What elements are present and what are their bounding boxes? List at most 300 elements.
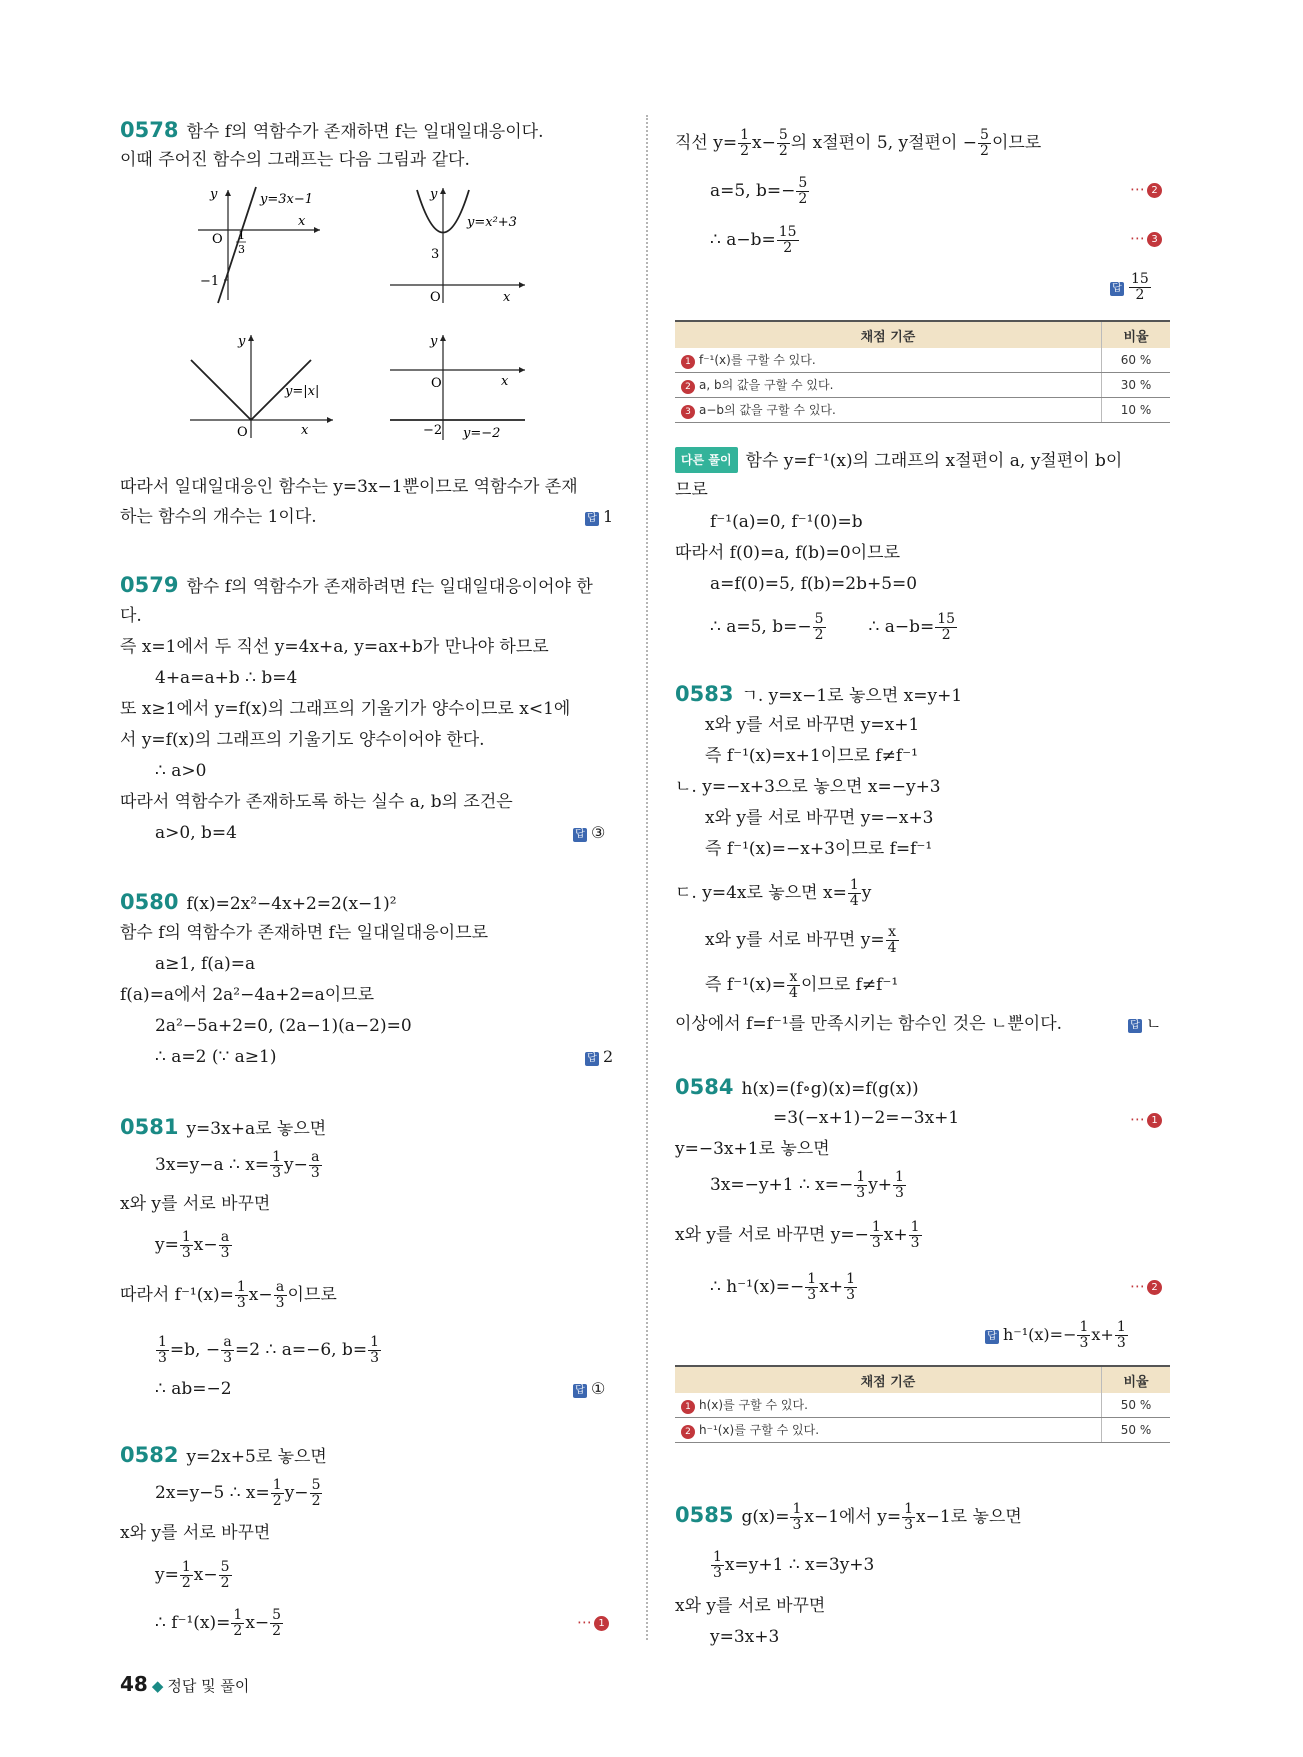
denominator: 2 [778,143,788,159]
problem-0581-line6 [155,1335,382,1366]
problem-0582-line2 [155,1478,323,1509]
numerator: 1 [856,1169,866,1185]
step-number: 3 [681,405,695,419]
step-number: 2 [681,380,695,394]
problem-0580-line1 [120,890,397,916]
problem-0581-line2 [155,1150,323,1181]
numerator: 1 [181,1229,191,1245]
text: 즉 f⁻¹(x)= [705,975,787,995]
answer-icon: 답 [585,1052,599,1066]
problem-0583-line6: 즉 f⁻¹(x)=−x+3이므로 f=f⁻¹ [705,839,933,859]
problem-0583-line5: x와 y를 서로 바꾸면 y=−x+3 [705,808,934,828]
problem-0583-line1 [675,682,962,708]
graph-absolute [185,330,340,445]
fraction [235,1280,248,1311]
numerator: a [219,1230,232,1246]
problem-0578-line3: 따라서 일대일대응인 함수는 y=3x−1뿐이므로 역함수가 존재 [120,477,578,497]
fraction [1115,1320,1128,1351]
text: 함수 f의 역함수가 존재하려면 f는 일대일대응이어야 한 [186,577,593,597]
fraction [270,1150,283,1181]
problem-number: 0583 [675,682,734,706]
problem-0580-line4: f(a)=a에서 2a²−4a+2=a이므로 [120,985,374,1005]
step-marker-1 [577,1613,609,1631]
denominator: 2 [740,143,750,159]
text: y= [155,1235,179,1255]
x-axis-label: x [503,290,511,305]
denominator: 2 [798,191,808,207]
numerator: 1 [904,1501,914,1517]
text: ∴ h⁻¹(x)=− [710,1277,805,1297]
problem-0579-line2: 다. [120,606,142,626]
numerator: 5 [798,175,808,191]
header-ratio: 비율 [1102,1366,1171,1393]
criteria-text: a, b의 값을 구할 수 있다. [699,378,834,392]
y-axis-label: y [238,334,246,349]
table-row [675,1418,1170,1443]
text: 이므로 [991,133,1042,153]
problem-0578-line2: 이때 주어진 함수의 그래프는 다음 그림과 같다. [120,150,470,170]
numerator: 1 [895,1169,904,1185]
header-criteria: 채점 기준 [675,1366,1102,1393]
numerator: 1 [846,1271,855,1287]
equation-label: y=3x−1 [260,192,314,207]
fraction [886,925,899,956]
denominator: 3 [846,1287,855,1303]
dots: ⋯ [1130,180,1144,198]
alt-solution-line4: 따라서 f(0)=a, f(b)=0이므로 [675,543,900,563]
denominator: 4 [789,985,798,1001]
fraction [909,1220,922,1251]
text: x−1로 놓으면 [916,1507,1022,1527]
problem-0579-line3: 즉 x=1에서 두 직선 y=4x+a, y=ax+b가 만나야 하므로 [120,637,549,657]
step-number: 1 [681,355,695,369]
numerator: 1 [807,1271,817,1287]
numerator: 5 [778,127,788,143]
text: y− [284,1483,309,1503]
equation-label: y=|x| [285,384,320,399]
numerator: a [274,1280,287,1296]
problem-0584-line5 [675,1220,923,1251]
text: 따라서 f⁻¹(x)= [120,1285,234,1305]
fraction [219,1230,232,1261]
numerator: 15 [778,224,797,240]
fraction [777,225,799,256]
text: 이므로 [287,1285,337,1305]
x-axis-label: x [298,214,306,229]
problem-0579-line4: 4+a=a+b ∴ b=4 [155,668,298,688]
answer-0581 [573,1378,605,1400]
numerator: 1 [370,1334,380,1350]
step-marker-2 [1130,180,1162,198]
denominator: 3 [236,1295,246,1311]
dots: ⋯ [1130,229,1144,247]
text: g(x)= [741,1507,790,1527]
answer-value: ① [591,1379,606,1398]
footer-label: 정답 및 풀이 [167,1677,250,1695]
answer-0580 [585,1046,613,1068]
text: 2x=y−5 ∴ x= [155,1483,270,1503]
problem-0582-line5 [155,1608,284,1639]
answer-value: 1 [603,507,614,526]
answer-value: ③ [591,823,606,842]
answer-0584 [985,1320,1129,1351]
problem-0585-line1 [675,1502,1022,1533]
text: x와 y를 서로 바꾸면 y=− [675,1225,869,1245]
dots: ⋯ [577,1613,591,1631]
scoring-table-2 [675,1365,1170,1443]
fraction [180,1560,193,1591]
y-axis-label: y [430,334,438,349]
numerator: 1 [272,1477,282,1493]
fraction [935,612,957,643]
graph-constant [385,330,535,445]
fraction [805,1272,818,1303]
problem-0583-line7 [675,878,871,909]
denominator: 2 [233,1623,243,1639]
fraction [270,1608,283,1639]
numerator: 15 [1131,271,1149,287]
fraction [870,1220,883,1251]
column-divider [646,115,648,1640]
fraction [893,1170,906,1201]
numerator: 1 [158,1334,167,1350]
denominator: 3 [871,1235,881,1251]
answer-0578 [585,506,613,528]
answer-0582 [1110,272,1152,303]
problem-0583-line8 [705,925,900,956]
diamond-icon: ◆ [151,1677,164,1695]
step-number: 2 [1147,183,1162,198]
denominator: 2 [783,240,793,256]
denominator: 4 [887,940,897,956]
numerator: 1 [1079,1319,1089,1335]
denominator: 3 [895,1185,904,1201]
numerator: 1 [1116,1319,1126,1335]
denominator: 2 [1135,287,1145,303]
scoring-table-1 [675,320,1170,423]
table-row [675,373,1170,398]
denominator: 3 [1116,1335,1126,1351]
problem-0583-line10: 이상에서 f=f⁻¹를 만족시키는 함수인 것은 ㄴ뿐이다. [675,1014,1063,1034]
numerator: a [221,1335,234,1351]
page-footer [120,1672,249,1696]
fraction [978,128,991,159]
answer-0579 [573,822,605,844]
frac-den: 3 [238,243,245,256]
fraction [310,1478,323,1509]
numerator: 5 [311,1477,321,1493]
numerator: x [787,970,800,986]
denominator: 4 [849,893,859,909]
text: x+ [883,1225,908,1245]
criteria-text: h(x)를 구할 수 있다. [699,1398,808,1412]
answer-0583 [1128,1013,1161,1035]
denominator: 3 [856,1185,866,1201]
problem-0581-line1 [120,1115,326,1141]
problem-0581-line5 [120,1280,337,1311]
fraction [274,1280,287,1311]
numerator: 15 [937,611,956,627]
denominator: 3 [904,1517,914,1533]
alt-solution-line6 [710,612,958,643]
text: x− [193,1235,218,1255]
problem-0585-line4: y=3x+3 [710,1627,780,1647]
problem-0579-line6: 서 y=f(x)의 그래프의 기울기도 양수이어야 한다. [120,730,485,750]
text: y+ [868,1175,893,1195]
y-axis-label: y [210,187,218,202]
text: x=y+1 ∴ x=3y+3 [724,1555,875,1575]
text: x− [248,1285,273,1305]
y-axis-label: y [430,187,438,202]
numerator: 1 [272,1149,282,1165]
origin-label: O [237,425,248,440]
denominator: 2 [272,1493,282,1509]
problem-number: 0579 [120,573,179,597]
fraction [902,1502,915,1533]
denominator: 3 [223,1350,233,1366]
numerator: 1 [233,1607,243,1623]
text: y [861,883,872,903]
answer-icon: 답 [985,1330,999,1344]
fraction [368,1335,381,1366]
problem-0584-line2: =3(−x+1)−2=−3x+1 [773,1108,960,1128]
fraction [777,128,790,159]
text: 함수 y=f⁻¹(x)의 그래프의 x절편이 a, y절편이 b이 [745,451,1123,471]
problem-number: 0585 [675,1503,734,1527]
alt-solution-line5: a=f(0)=5, f(b)=2b+5=0 [710,574,918,594]
answer-icon: 답 [1110,282,1124,296]
problem-0582-cont-line2 [710,176,810,207]
alt-solution-line3: f⁻¹(a)=0, f⁻¹(0)=b [710,512,863,532]
fraction [1077,1320,1090,1351]
ratio-value: 60 % [1102,348,1171,373]
denominator: 3 [220,1245,230,1261]
intercept-label: 3 [431,247,440,262]
alt-solution-badge: 다른 풀이 [675,447,738,473]
text: h⁻¹(x)=− [1003,1325,1077,1344]
problem-0582-cont-line3 [710,225,800,256]
problem-0579-line9: a>0, b=4 [155,823,237,843]
text: x와 y를 서로 바꾸면 y= [705,930,885,950]
ratio-value: 30 % [1102,373,1171,398]
text: ㄷ. y=4x로 놓으면 x= [675,883,847,903]
denominator: 2 [181,1575,191,1591]
text: x− [245,1613,270,1633]
fraction [796,176,809,207]
denominator: 2 [220,1575,230,1591]
text: 직선 y= [675,133,738,153]
text: y− [284,1155,308,1175]
denominator: 3 [910,1235,920,1251]
answer-icon: 답 [573,828,587,842]
denominator: 2 [311,1493,321,1509]
numerator: 5 [220,1559,230,1575]
fraction [156,1335,169,1366]
fraction [271,1478,284,1509]
text: y= [155,1565,179,1585]
table-row [675,1393,1170,1418]
fraction [790,1502,803,1533]
problem-0579-line5: 또 x≥1에서 y=f(x)의 그래프의 기울기가 양수이므로 x<1에 [120,699,571,719]
numerator: 1 [740,127,750,143]
denominator: 2 [941,627,951,643]
text: x− [193,1565,218,1585]
text: x− [752,133,776,153]
step-number: 2 [1147,1280,1162,1295]
ratio-value: 10 % [1102,398,1171,423]
text: x−1에서 y= [804,1507,902,1527]
page-number: 48 [120,1672,148,1696]
text: ∴ a−b= [710,230,776,250]
problem-0584-line3: y=−3x+1로 놓으면 [675,1139,830,1159]
text: y=3x+a로 놓으면 [186,1119,327,1139]
denominator: 2 [272,1623,282,1639]
problem-0580-line3: a≥1, f(a)=a [155,954,256,974]
problem-0582-cont-line1 [675,128,1041,159]
step-number: 3 [1147,232,1162,247]
step-number: 1 [594,1616,609,1631]
answer-value: ㄴ [1146,1014,1162,1033]
problem-0584-line1 [675,1075,919,1101]
text: ㄱ. y=x−1로 놓으면 x=y+1 [741,686,963,706]
problem-0580-line2: 함수 f의 역함수가 존재하면 f는 일대일대응이므로 [120,923,489,943]
numerator: x [886,925,899,941]
numerator: a [309,1150,322,1166]
text: 함수 f의 역함수가 존재하면 f는 일대일대응이다. [186,122,544,142]
table-row [675,398,1170,423]
fraction [711,1550,724,1581]
problem-0581-line4 [155,1230,233,1261]
equation-label: y=−2 [463,426,501,441]
numerator: 5 [272,1607,282,1623]
problem-0578-line4: 하는 함수의 개수는 1이다. [120,507,317,527]
problem-0583-line2: x와 y를 서로 바꾸면 y=x+1 [705,715,920,735]
problem-0580-line6: ∴ a=2 (∵ a≥1) [155,1047,277,1067]
denominator: 3 [807,1287,817,1303]
fraction [219,1560,232,1591]
problem-0583-line3: 즉 f⁻¹(x)=x+1이므로 f≠f⁻¹ [705,746,918,766]
numerator: 1 [792,1501,802,1517]
problem-0582-line4 [155,1560,233,1591]
table-row [675,348,1170,373]
dots: ⋯ [1130,1110,1144,1128]
problem-0579-line7: ∴ a>0 [155,761,207,781]
problem-number: 0580 [120,890,179,914]
denominator: 2 [980,143,989,159]
criteria-text: a−b의 값을 구할 수 있다. [699,403,836,417]
criteria-text: f⁻¹(x)를 구할 수 있다. [699,353,816,367]
criteria-text: h⁻¹(x)를 구할 수 있다. [699,1423,820,1437]
step-marker-1 [1130,1110,1162,1128]
problem-0583-line4: ㄴ. y=−x+3으로 놓으면 x=−y+3 [675,777,941,797]
text: =b, − [169,1340,221,1360]
frac-num: 1 [238,229,245,242]
problem-number: 0581 [120,1115,179,1139]
origin-label: O [430,290,441,305]
equation-label: y=x²+3 [467,215,517,230]
alt-solution-line1 [675,447,1122,473]
problem-0583-line9 [705,970,898,1001]
denominator: 3 [272,1165,282,1181]
problem-0584-line4 [710,1170,907,1201]
text: x+ [819,1277,844,1297]
dots: ⋯ [1130,1277,1144,1295]
numerator: 1 [236,1279,246,1295]
problem-0582-line3: x와 y를 서로 바꾸면 [120,1523,271,1543]
text: x+ [1091,1325,1114,1344]
text: f(x)=2x²−4x+2=2(x−1)² [186,894,397,914]
intercept-label: −2 [423,423,443,438]
denominator: 3 [158,1350,167,1366]
numerator: 5 [814,611,824,627]
fraction [1129,272,1151,303]
problem-number: 0578 [120,118,179,142]
text: y=2x+5로 놓으면 [186,1447,327,1467]
problem-0584-line6 [710,1272,858,1303]
problem-0582-line1 [120,1443,327,1469]
problem-0581-line7: ∴ ab=−2 [155,1379,232,1399]
text: h(x)=(f∘g)(x)=f(g(x)) [741,1079,919,1099]
fraction [221,1335,234,1366]
fraction [787,970,800,1001]
step-marker-3 [1130,229,1162,247]
text: 3x=−y+1 ∴ x=− [710,1175,854,1195]
x-axis-label: x [501,374,509,389]
text: a=5, b=− [710,181,796,201]
numerator: 1 [181,1559,191,1575]
problem-0579-line8: 따라서 역함수가 존재하도록 하는 실수 a, b의 조건은 [120,792,513,812]
denominator: 2 [814,627,824,643]
step-marker-2 [1130,1277,1162,1295]
alt-solution-line2: 므로 [675,480,708,500]
header-ratio: 비율 [1102,321,1171,348]
fraction [813,612,826,643]
denominator: 3 [370,1350,380,1366]
text: 의 x절편이 5, y절편이 − [790,133,978,153]
problem-0578-line1 [120,118,543,144]
denominator: 3 [713,1565,722,1581]
ratio-value: 50 % [1102,1418,1171,1443]
denominator: 3 [181,1245,191,1261]
answer-icon: 답 [1128,1019,1142,1033]
answer-value: 2 [603,1047,614,1066]
numerator: 1 [849,877,859,893]
fraction [309,1150,322,1181]
fraction [848,878,861,909]
ratio-value: 50 % [1102,1393,1171,1418]
x-axis-label: x [301,423,309,438]
intercept-label: −1 [200,274,220,289]
graph-parabola [385,185,535,310]
text: ∴ a−b= [868,617,935,637]
header-criteria: 채점 기준 [675,321,1102,348]
text: 이므로 f≠f⁻¹ [800,975,899,995]
fraction [854,1170,867,1201]
step-number: 1 [1147,1113,1162,1128]
origin-label: O [212,232,223,247]
problem-number: 0584 [675,1075,734,1099]
denominator: 3 [1079,1335,1089,1351]
fraction [844,1272,857,1303]
answer-icon: 답 [573,1384,587,1398]
denominator: 3 [275,1295,285,1311]
numerator: 1 [713,1549,722,1565]
denominator: 3 [310,1165,320,1181]
problem-0581-line3: x와 y를 서로 바꾸면 [120,1194,271,1214]
numerator: 5 [980,127,989,143]
problem-number: 0582 [120,1443,179,1467]
step-number: 1 [681,1400,695,1414]
